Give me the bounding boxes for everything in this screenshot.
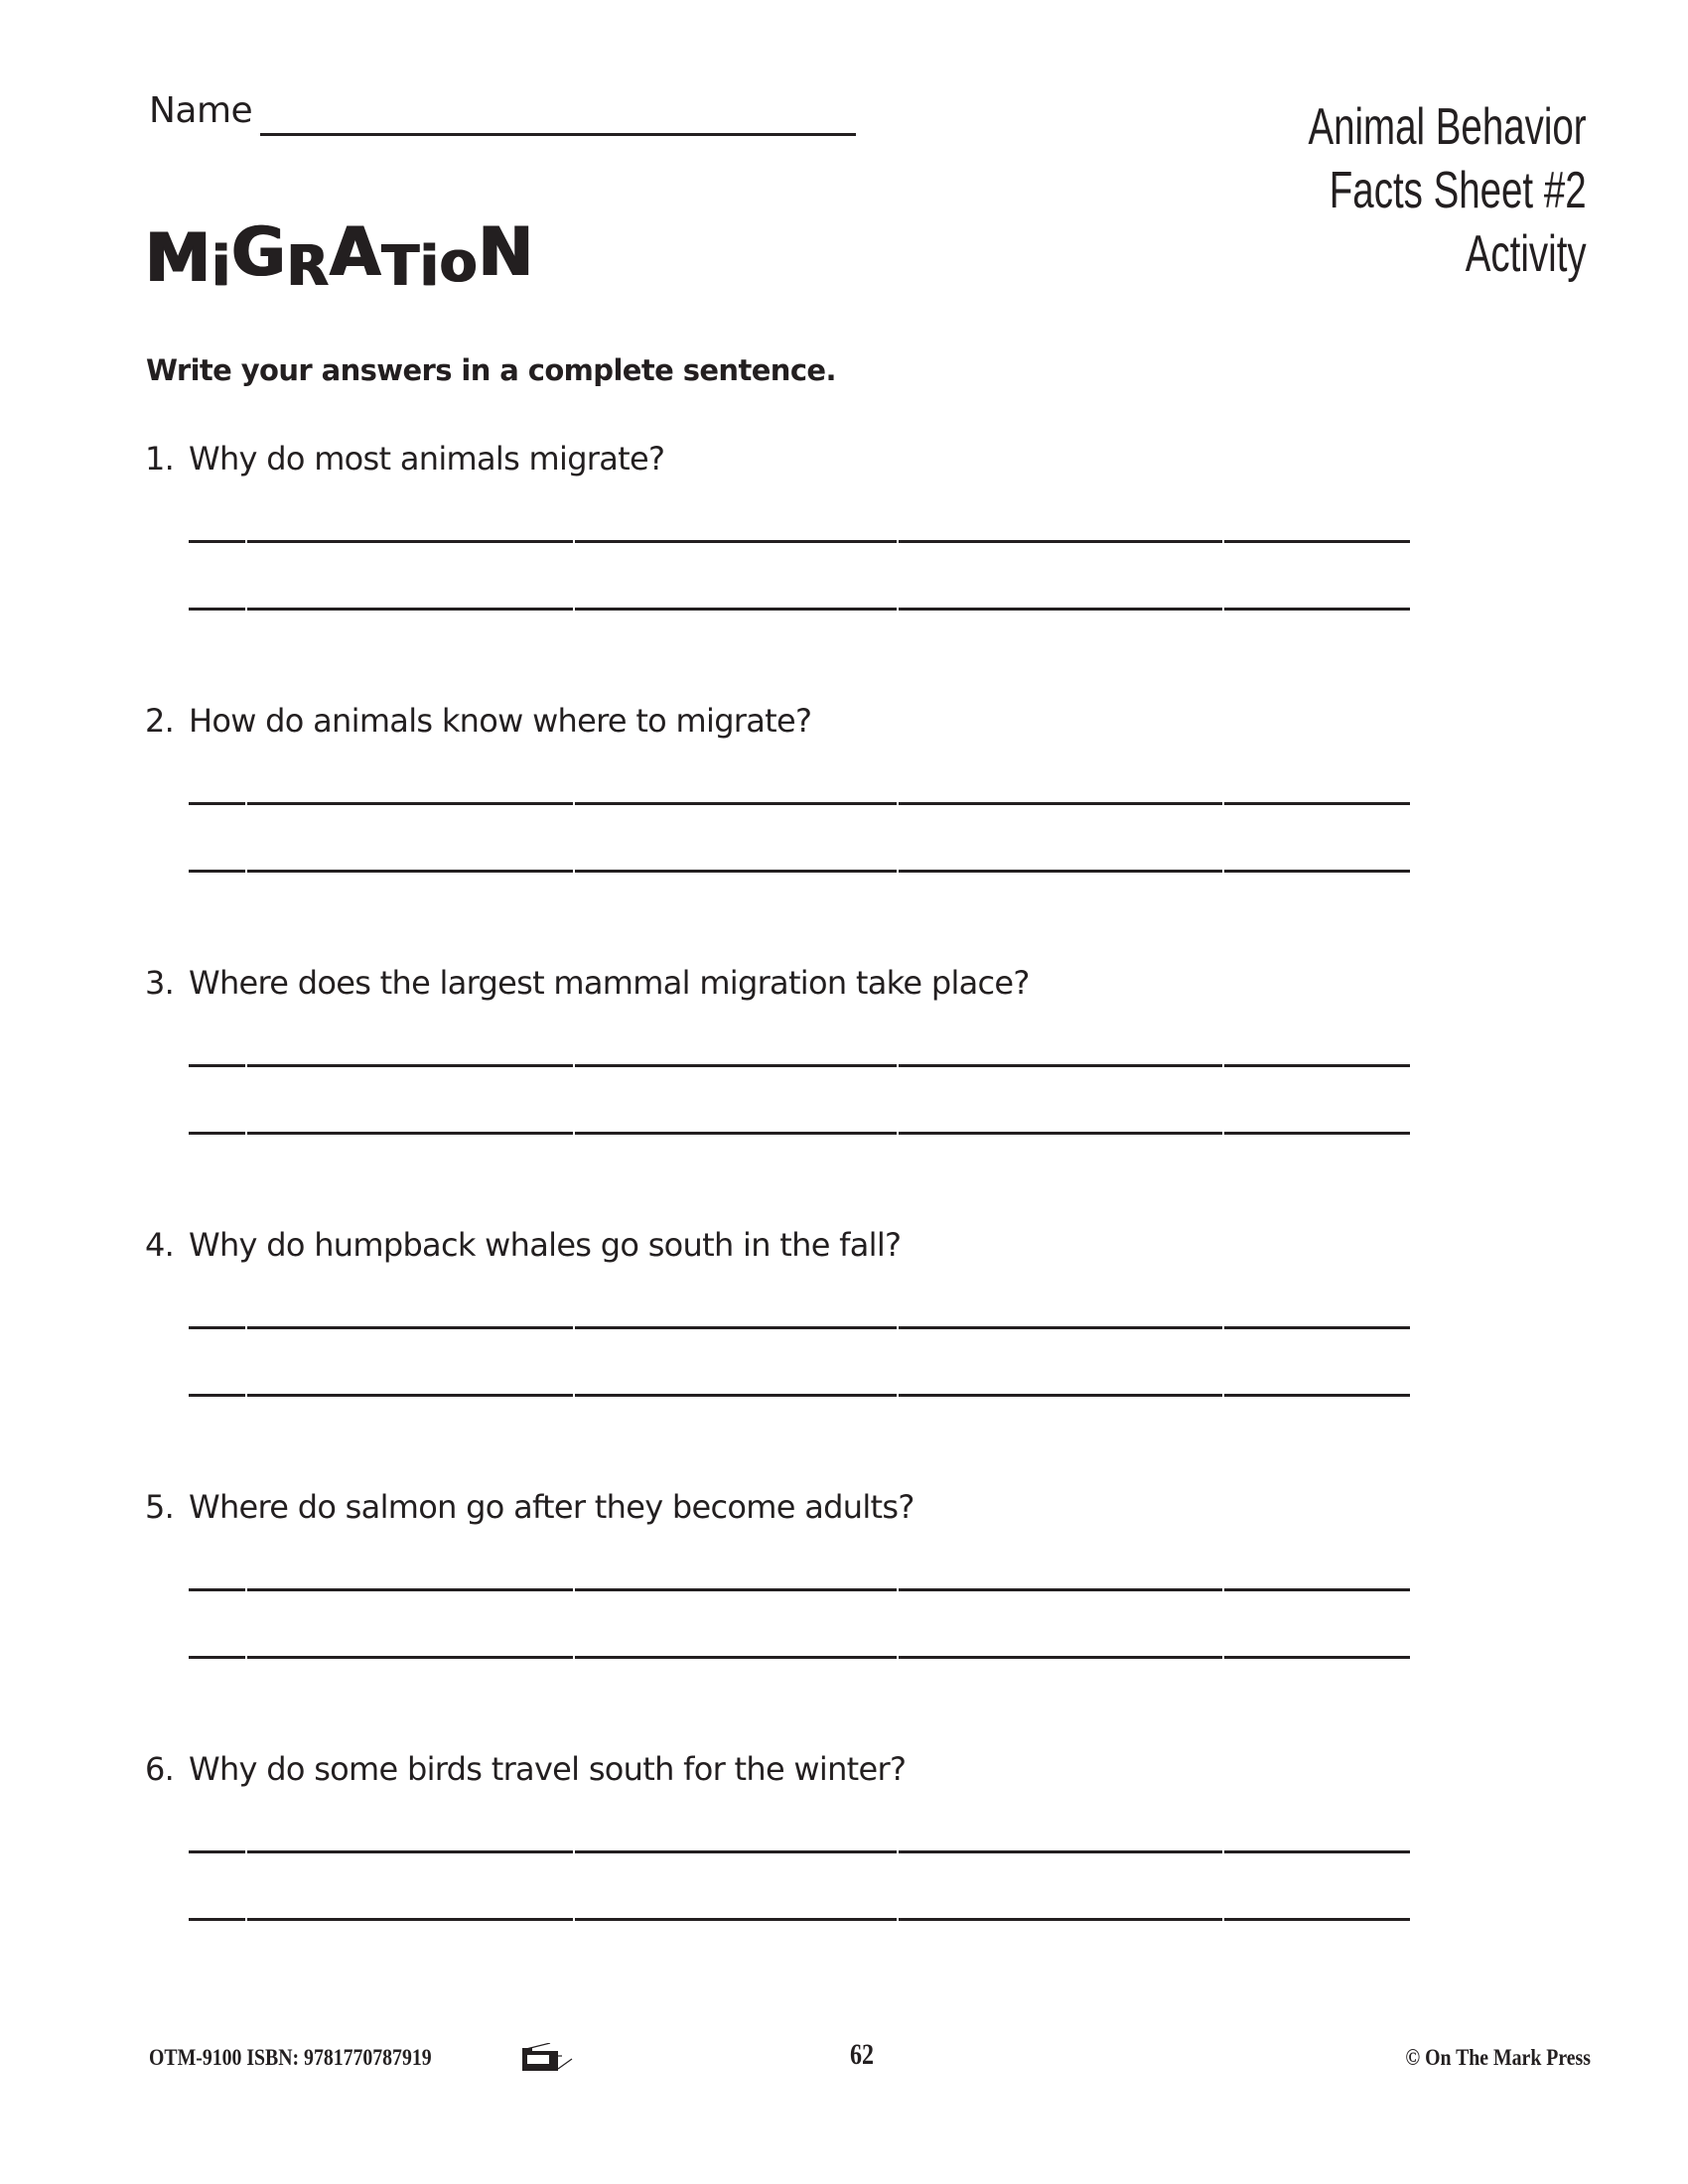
question-4: 4. Why do humpback whales go south in the fall? bbox=[145, 1226, 902, 1264]
name-label: Name bbox=[149, 90, 253, 131]
question-1: 1. Why do most animals migrate? bbox=[145, 440, 665, 478]
footer-copyright: © On The Mark Press bbox=[1405, 2045, 1591, 2070]
title-line-3: Activity bbox=[1466, 225, 1587, 283]
answer-line[interactable] bbox=[189, 540, 1410, 543]
instructions: Write your answers in a complete sentence. bbox=[146, 353, 836, 387]
title-line-1: Animal Behavior bbox=[1308, 98, 1587, 156]
migration-logo: MiGRATioN bbox=[145, 213, 535, 299]
question-5: 5. Where do salmon go after they become adults? bbox=[145, 1488, 914, 1526]
answer-line[interactable] bbox=[189, 1850, 1410, 1853]
footer-isbn: OTM-9100 ISBN: 9781770787919 bbox=[149, 2045, 432, 2070]
answer-line[interactable] bbox=[189, 1394, 1410, 1397]
answer-line[interactable] bbox=[189, 1132, 1410, 1135]
answer-line[interactable] bbox=[189, 1918, 1410, 1921]
question-3: 3. Where does the largest mammal migration take place? bbox=[145, 964, 1030, 1002]
name-input-line[interactable] bbox=[260, 133, 856, 136]
answer-line[interactable] bbox=[189, 608, 1410, 611]
title-line-2: Facts Sheet #2 bbox=[1330, 162, 1587, 219]
answer-line[interactable] bbox=[189, 1064, 1410, 1067]
answer-line[interactable] bbox=[189, 1588, 1410, 1591]
page-number: 62 bbox=[850, 2038, 874, 2071]
question-6: 6. Why do some birds travel south for the winter? bbox=[145, 1750, 907, 1788]
question-2: 2. How do animals know where to migrate? bbox=[145, 702, 812, 740]
worksheet-title bbox=[1210, 95, 1587, 286]
copier-icon bbox=[520, 2043, 580, 2071]
answer-line[interactable] bbox=[189, 870, 1410, 873]
answer-line[interactable] bbox=[189, 1326, 1410, 1329]
answer-line[interactable] bbox=[189, 1656, 1410, 1659]
answer-line[interactable] bbox=[189, 802, 1410, 805]
